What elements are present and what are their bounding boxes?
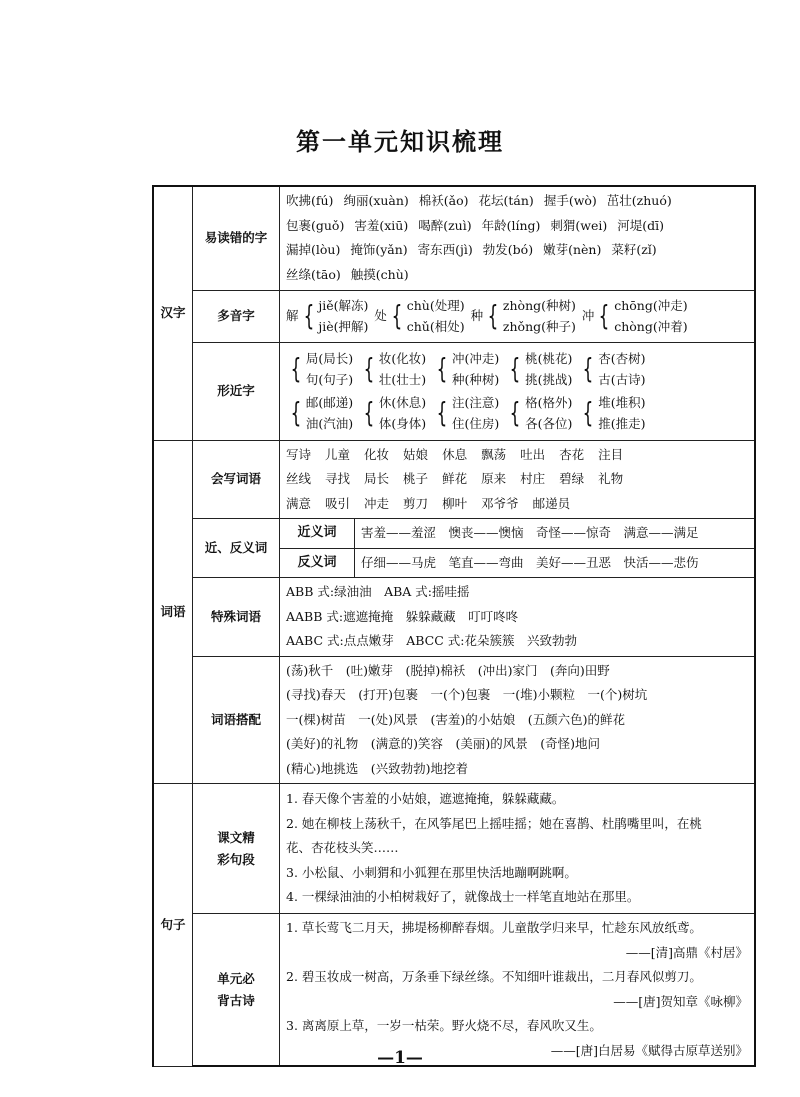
xingjin-word: 杏(杏树) — [598, 351, 646, 366]
duoyin-group — [471, 295, 576, 337]
xingjin-group — [286, 348, 353, 390]
huixie-word: 剪刀 — [403, 495, 429, 511]
kewen-line: 2. 她在柳枝上荡秋千，在风筝尾巴上摇哇摇；她在喜鹊、杜鹃嘴里叫，在桃 — [286, 815, 702, 831]
huixie-word: 邓爷爷 — [481, 495, 519, 511]
huixie-word: 邮递员 — [532, 495, 571, 511]
xingjin-content — [280, 342, 756, 440]
yidu-word: 花坛(tán) — [478, 193, 534, 209]
xingjin-pair — [306, 348, 353, 390]
sub-kewen-label — [193, 784, 280, 914]
fanyi-label: 反义词 — [280, 548, 355, 577]
duoyin-char: 处 — [374, 307, 387, 323]
yidu-line — [286, 214, 748, 239]
fanyi-words: 仔细——马虎 笔直——弯曲 美好——丑恶 快活——悲伤 — [361, 554, 699, 570]
xingjin-pair — [306, 392, 353, 434]
brace-icon: { — [509, 352, 521, 385]
xingjin-word: 邮(邮递) — [305, 395, 354, 410]
sub-yidu-label: 易读错的字 — [193, 186, 280, 290]
dapei-line: (精心)地挑选 (兴致勃勃)地挖着 — [286, 760, 469, 776]
xingjin-pair — [598, 348, 645, 390]
brace-icon: { — [487, 299, 499, 332]
yidu-word: 菜籽(zǐ) — [611, 242, 657, 258]
kewen-line: 4. 一棵绿油油的小柏树栽好了，就像战士一样笔直地站在那里。 — [286, 889, 640, 905]
teshu-line: AABC 式:点点嫩芽 ABCC 式:花朵簇簇 兴致勃勃 — [286, 633, 577, 648]
row-xingjin — [153, 342, 755, 440]
teshu-line: AABB 式:遮遮掩掩 躲躲藏藏 叮叮咚咚 — [286, 608, 519, 624]
row-kewen — [153, 784, 755, 914]
huixie-word: 休息 — [442, 446, 468, 462]
huixie-word: 飘荡 — [481, 446, 507, 462]
duoyin-char: 种 — [470, 307, 484, 323]
huixie-word: 碧绿 — [559, 471, 585, 486]
xingjin-group — [578, 392, 645, 434]
duoyin-pair — [318, 295, 368, 337]
section-ciyu-text: 词语 — [160, 603, 186, 619]
sub-xingjin-label: 形近字 — [193, 342, 280, 440]
yidu-word: 年龄(líng) — [481, 217, 541, 233]
huixie-line — [286, 443, 748, 468]
row-yidu — [153, 186, 755, 290]
huixie-line — [286, 467, 748, 492]
duoyin-reading: chōng(冲走) — [614, 298, 688, 313]
sub-kewen-label-1: 课文精 — [217, 829, 255, 845]
xingjin-word: 局(局长) — [305, 351, 354, 366]
brace-icon: { — [363, 352, 375, 385]
brace-icon: { — [391, 299, 403, 332]
xingjin-word: 妆(化妆) — [378, 351, 427, 366]
huixie-word: 吸引 — [325, 495, 351, 511]
yidu-word: 害羞(xiū) — [354, 217, 409, 233]
yidu-word: 吹拂(fú) — [286, 193, 334, 209]
brace-icon: { — [598, 299, 610, 332]
brace-icon: { — [436, 396, 448, 429]
yidu-word: 漏掉(lòu) — [286, 242, 341, 258]
yidu-content — [280, 186, 756, 290]
brace-icon: { — [436, 352, 448, 385]
section-juzi-label — [153, 784, 193, 1067]
brace-icon: { — [582, 396, 594, 429]
duoyin-pair — [407, 295, 465, 337]
duoyin-group — [374, 295, 464, 337]
yidu-word: 掩饰(yǎn) — [350, 242, 408, 258]
xingjin-word: 推(推走) — [598, 416, 646, 431]
gushi-content — [280, 914, 756, 1067]
brace-icon: { — [303, 299, 314, 332]
xingjin-pair — [525, 348, 572, 390]
sub-jinfan-label: 近、反义词 — [193, 519, 280, 578]
yidu-word: 触摸(chù) — [350, 266, 409, 282]
duoyin-reading: jiě(解冻) — [318, 298, 369, 313]
yidu-line — [286, 263, 748, 288]
xingjin-word: 体(身体) — [378, 416, 427, 431]
brace-icon: { — [509, 396, 521, 429]
xingjin-pair — [525, 392, 572, 434]
huixie-word: 寻找 — [325, 471, 351, 486]
yidu-line — [286, 189, 748, 214]
xingjin-word: 冲(冲走) — [452, 351, 500, 366]
sub-dapei-label: 词语搭配 — [193, 656, 280, 784]
huixie-word: 柳叶 — [442, 495, 468, 511]
sub-duoyin-label: 多音字 — [193, 290, 280, 342]
xingjin-word: 种(种树) — [452, 372, 500, 387]
huixie-word: 原来 — [481, 471, 507, 486]
huixie-word: 吐出 — [520, 446, 546, 462]
jinfan-content — [280, 519, 756, 578]
xingjin-word: 古(古诗) — [598, 372, 646, 387]
xingjin-word: 注(注意) — [452, 395, 500, 410]
huixie-word: 局长 — [364, 471, 390, 486]
yidu-word: 河堤(dī) — [617, 217, 665, 233]
huixie-word: 化妆 — [364, 446, 390, 462]
duoyin-reading: zhǒng(种子) — [502, 319, 576, 334]
dapei-line: 一(棵)树苗 一(处)风景 (害羞)的小姑娘 (五颜六色)的鲜花 — [286, 711, 626, 727]
yidu-word: 丝绦(tāo) — [286, 266, 341, 282]
huixie-word: 杏花 — [559, 446, 585, 462]
huixie-word: 满意 — [286, 495, 312, 511]
kewen-line: 1. 春天像个害羞的小姑娘，遮遮掩掩，躲躲藏藏。 — [286, 791, 565, 807]
xingjin-pair — [379, 348, 426, 390]
row-huixie — [153, 440, 755, 519]
row-gushi — [153, 914, 755, 1067]
section-juzi-text: 句子 — [160, 916, 186, 932]
yidu-word: 嫩芽(nèn) — [543, 242, 602, 258]
yidu-word: 勃发(bó) — [482, 242, 534, 258]
huixie-word: 写诗 — [286, 446, 312, 462]
yidu-word: 包裹(guǒ) — [286, 217, 345, 233]
xingjin-word: 堆(堆积) — [598, 395, 646, 410]
xingjin-word: 休(休息) — [378, 395, 427, 410]
poem-attribution: ——[清]高鼎《村居》 — [625, 944, 748, 960]
xingjin-word: 各(各位) — [525, 416, 573, 431]
huixie-word: 村庄 — [520, 471, 546, 486]
duoyin-line — [286, 295, 748, 337]
xingjin-pair — [452, 392, 499, 434]
poem-attribution: ——[唐]白居易《赋得古原草送别》 — [550, 1042, 748, 1058]
huixie-word: 鲜花 — [442, 471, 468, 486]
dapei-line: (寻找)春天 (打开)包裹 一(个)包裹 一(堆)小颗粒 一(个)树坑 — [286, 687, 648, 702]
duoyin-reading: chǔ(相处) — [406, 319, 465, 334]
knowledge-table — [152, 185, 756, 1067]
duoyin-content — [280, 290, 756, 342]
jinyi-row — [280, 519, 754, 548]
xingjin-group — [505, 392, 572, 434]
xingjin-word: 格(格外) — [525, 395, 573, 410]
huixie-content — [280, 440, 756, 519]
yidu-word: 棉袄(ǎo) — [418, 193, 469, 209]
kewen-line: 花、杏花枝头笑…… — [286, 840, 399, 856]
duoyin-group — [286, 295, 368, 337]
poem-text: 1. 草长莺飞二月天，拂堤杨柳醉春烟。儿童散学归来早，忙趁东风放纸鸢。 — [286, 920, 702, 935]
dapei-line: (美好)的礼物 (满意的)笑容 (美丽)的风景 (奇怪)地问 — [286, 736, 601, 751]
sub-gushi-label — [193, 914, 280, 1067]
yidu-word: 刺猬(wei) — [550, 217, 608, 233]
duoyin-reading: jiè(押解) — [318, 319, 369, 334]
fanyi-row — [280, 548, 754, 577]
jinfan-inner-table — [280, 519, 754, 577]
xingjin-line — [286, 348, 748, 390]
teshu-line: ABB 式:绿油油 ABA 式:摇哇摇 — [286, 584, 470, 599]
xingjin-word: 壮(壮士) — [378, 372, 427, 387]
xingjin-pair — [452, 348, 499, 390]
row-jinfan — [153, 519, 755, 578]
huixie-word: 桃子 — [403, 471, 429, 486]
huixie-word: 儿童 — [325, 446, 351, 462]
kewen-content — [280, 784, 756, 914]
jinyi-words: 害羞——羞涩 懊丧——懊恼 奇怪——惊奇 满意——满足 — [355, 519, 755, 548]
section-ciyu-label — [153, 440, 193, 784]
duoyin-reading: chù(处理) — [406, 298, 465, 313]
row-teshu — [153, 578, 755, 657]
sub-gushi-label-2: 背古诗 — [217, 992, 255, 1008]
brace-icon: { — [363, 396, 375, 429]
xingjin-group — [286, 392, 353, 434]
duoyin-pair — [614, 295, 687, 337]
sub-kewen-label-2: 彩句段 — [217, 851, 255, 867]
dapei-line: (荡)秋千 (吐)嫩芽 (脱掉)棉袄 (冲出)家门 (奔向)田野 — [286, 662, 610, 678]
brace-icon: { — [290, 352, 302, 385]
page-title: 第一单元知识梳理 — [296, 127, 504, 156]
dapei-content — [280, 656, 756, 784]
xingjin-word: 住(住房) — [452, 416, 500, 431]
section-hanzi-text: 汉字 — [160, 305, 186, 321]
poem-text: 3. 离离原上草，一岁一枯荣。野火烧不尽，春风吹又生。 — [286, 1018, 602, 1033]
duoyin-pair — [503, 295, 576, 337]
yidu-word: 绚丽(xuàn) — [343, 193, 409, 209]
jinyi-label: 近义词 — [280, 519, 355, 548]
yidu-word: 寄东西(jì) — [417, 242, 473, 258]
xingjin-word: 挑(挑战) — [525, 372, 573, 387]
huixie-word: 丝线 — [286, 471, 312, 486]
xingjin-group — [432, 392, 499, 434]
xingjin-group — [432, 348, 499, 390]
xingjin-line — [286, 392, 748, 434]
sub-huixie-label: 会写词语 — [193, 440, 280, 519]
xingjin-word: 句(句子) — [305, 372, 354, 387]
yidu-word: 握手(wò) — [543, 193, 597, 209]
duoyin-char: 解 — [286, 307, 299, 323]
huixie-word: 注目 — [598, 446, 624, 462]
sub-gushi-label-1: 单元必 — [217, 970, 255, 986]
xingjin-group — [359, 348, 426, 390]
xingjin-pair — [598, 392, 645, 434]
duoyin-char: 冲 — [581, 307, 595, 323]
brace-icon: { — [582, 352, 594, 385]
duoyin-reading: chòng(冲着) — [614, 319, 688, 334]
poem-text: 2. 碧玉妆成一树高，万条垂下绿丝绦。不知细叶谁裁出，二月春风似剪刀。 — [286, 969, 702, 984]
section-hanzi-label — [153, 186, 193, 440]
teshu-content — [280, 578, 756, 657]
xingjin-pair — [379, 392, 426, 434]
huixie-word: 礼物 — [598, 471, 624, 486]
duoyin-group — [582, 295, 688, 337]
xingjin-word: 油(汽油) — [305, 416, 354, 431]
duoyin-reading: zhòng(种树) — [502, 298, 576, 313]
row-dapei — [153, 656, 755, 784]
yidu-word: 喝醉(zuì) — [418, 217, 472, 233]
sub-teshu-label: 特殊词语 — [193, 578, 280, 657]
brace-icon: { — [290, 396, 302, 429]
yidu-word: 茁壮(zhuó) — [606, 193, 672, 209]
huixie-word: 姑娘 — [403, 446, 429, 462]
xingjin-group — [359, 392, 426, 434]
poem-attribution: ——[唐]贺知章《咏柳》 — [613, 993, 748, 1009]
xingjin-group — [505, 348, 572, 390]
huixie-word: 冲走 — [364, 495, 390, 511]
row-duoyin — [153, 290, 755, 342]
kewen-line: 3. 小松鼠、小刺猬和小狐狸在那里快活地蹦啊跳啊。 — [286, 864, 577, 880]
xingjin-word: 桃(桃花) — [525, 351, 573, 366]
page-number: —1— — [377, 1048, 423, 1068]
xingjin-group — [578, 348, 645, 390]
huixie-line — [286, 492, 748, 517]
yidu-line — [286, 238, 748, 263]
